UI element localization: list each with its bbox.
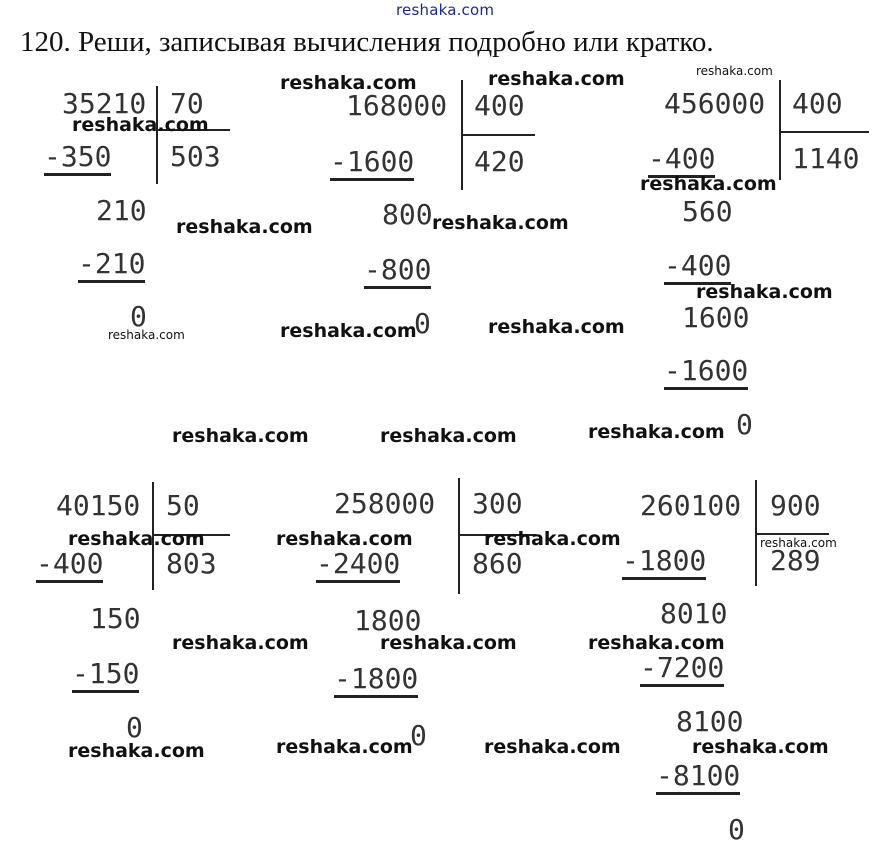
quotient: 420 bbox=[474, 145, 525, 178]
watermark: reshaka.com bbox=[68, 740, 205, 762]
final-remainder: 0 bbox=[736, 408, 753, 441]
watermark: reshaka.com bbox=[484, 528, 621, 550]
watermark: reshaka.com bbox=[760, 536, 837, 550]
watermark: reshaka.com bbox=[640, 173, 777, 195]
divisor: 900 bbox=[770, 489, 821, 522]
watermark: reshaka.com bbox=[172, 425, 309, 447]
final-remainder: 0 bbox=[414, 307, 431, 340]
final-remainder: 0 bbox=[410, 719, 427, 752]
division-bracket-horizontal bbox=[755, 533, 829, 535]
subtrahend: -150 bbox=[72, 660, 139, 693]
watermark: reshaka.com bbox=[68, 528, 205, 550]
subtrahend: -2400 bbox=[316, 550, 400, 583]
subtrahend: -8100 bbox=[656, 762, 740, 795]
watermark: reshaka.com bbox=[280, 72, 417, 94]
remainder: 560 bbox=[682, 195, 733, 228]
quotient: 803 bbox=[166, 547, 217, 580]
subtrahend: -400 bbox=[664, 252, 731, 285]
dividend: 260100 bbox=[640, 489, 742, 522]
watermark: reshaka.com bbox=[280, 320, 417, 342]
watermark: reshaka.com bbox=[172, 632, 309, 654]
watermark: reshaka.com bbox=[692, 736, 829, 758]
site-label[interactable]: reshaka.com bbox=[396, 1, 495, 19]
dividend: 456000 bbox=[664, 87, 766, 120]
division-bracket-horizontal bbox=[461, 134, 535, 136]
divisor: 70 bbox=[170, 87, 204, 120]
subtrahend: -1600 bbox=[330, 148, 414, 181]
subtrahend: -1600 bbox=[664, 357, 748, 390]
watermark: reshaka.com bbox=[276, 528, 413, 550]
watermark: reshaka.com bbox=[696, 281, 833, 303]
dividend: 35210 bbox=[62, 87, 147, 120]
watermark: reshaka.com bbox=[484, 736, 621, 758]
division-bracket-vertical bbox=[779, 80, 781, 180]
subtrahend: -800 bbox=[364, 256, 431, 289]
divisor: 300 bbox=[472, 487, 523, 520]
watermark: reshaka.com bbox=[176, 216, 313, 238]
quotient: 289 bbox=[770, 544, 821, 577]
watermark: reshaka.com bbox=[488, 316, 625, 338]
dividend: 40150 bbox=[56, 489, 141, 522]
divisor: 50 bbox=[166, 489, 200, 522]
watermark: reshaka.com bbox=[696, 64, 773, 78]
subtrahend: -1800 bbox=[622, 547, 706, 580]
subtrahend: -400 bbox=[648, 145, 715, 178]
subtrahend: -210 bbox=[78, 250, 145, 283]
subtrahend: -1800 bbox=[334, 665, 418, 698]
division-bracket-vertical bbox=[458, 478, 460, 594]
remainder: 210 bbox=[96, 194, 147, 227]
remainder: 150 bbox=[90, 602, 141, 635]
final-remainder: 0 bbox=[126, 711, 143, 744]
watermark: reshaka.com bbox=[588, 421, 725, 443]
dividend: 258000 bbox=[334, 487, 436, 520]
quotient: 1140 bbox=[792, 142, 860, 175]
subtrahend: -350 bbox=[44, 143, 111, 176]
watermark: reshaka.com bbox=[488, 68, 625, 90]
remainder: 1600 bbox=[682, 301, 750, 334]
remainder: 8010 bbox=[660, 597, 728, 630]
dividend: 168000 bbox=[346, 89, 448, 122]
final-remainder: 0 bbox=[728, 813, 745, 846]
watermark: reshaka.com bbox=[380, 425, 517, 447]
quotient: 503 bbox=[170, 140, 221, 173]
subtrahend: -7200 bbox=[640, 654, 724, 687]
final-remainder: 0 bbox=[130, 300, 147, 333]
watermark: reshaka.com bbox=[380, 632, 517, 654]
watermark: reshaka.com bbox=[276, 736, 413, 758]
watermark: reshaka.com bbox=[432, 212, 569, 234]
quotient: 860 bbox=[472, 547, 523, 580]
division-bracket-horizontal bbox=[779, 131, 869, 133]
divisor: 400 bbox=[474, 89, 525, 122]
remainder: 800 bbox=[382, 198, 433, 231]
remainder: 1800 bbox=[354, 604, 422, 637]
task-title: 120. Реши, записывая вычисления подробно или кратко. bbox=[20, 26, 714, 58]
watermark: reshaka.com bbox=[108, 328, 185, 342]
divisor: 400 bbox=[792, 87, 843, 120]
subtrahend: -400 bbox=[36, 550, 103, 583]
watermark: reshaka.com bbox=[588, 632, 725, 654]
watermark: reshaka.com bbox=[72, 114, 209, 136]
remainder: 8100 bbox=[676, 705, 744, 738]
